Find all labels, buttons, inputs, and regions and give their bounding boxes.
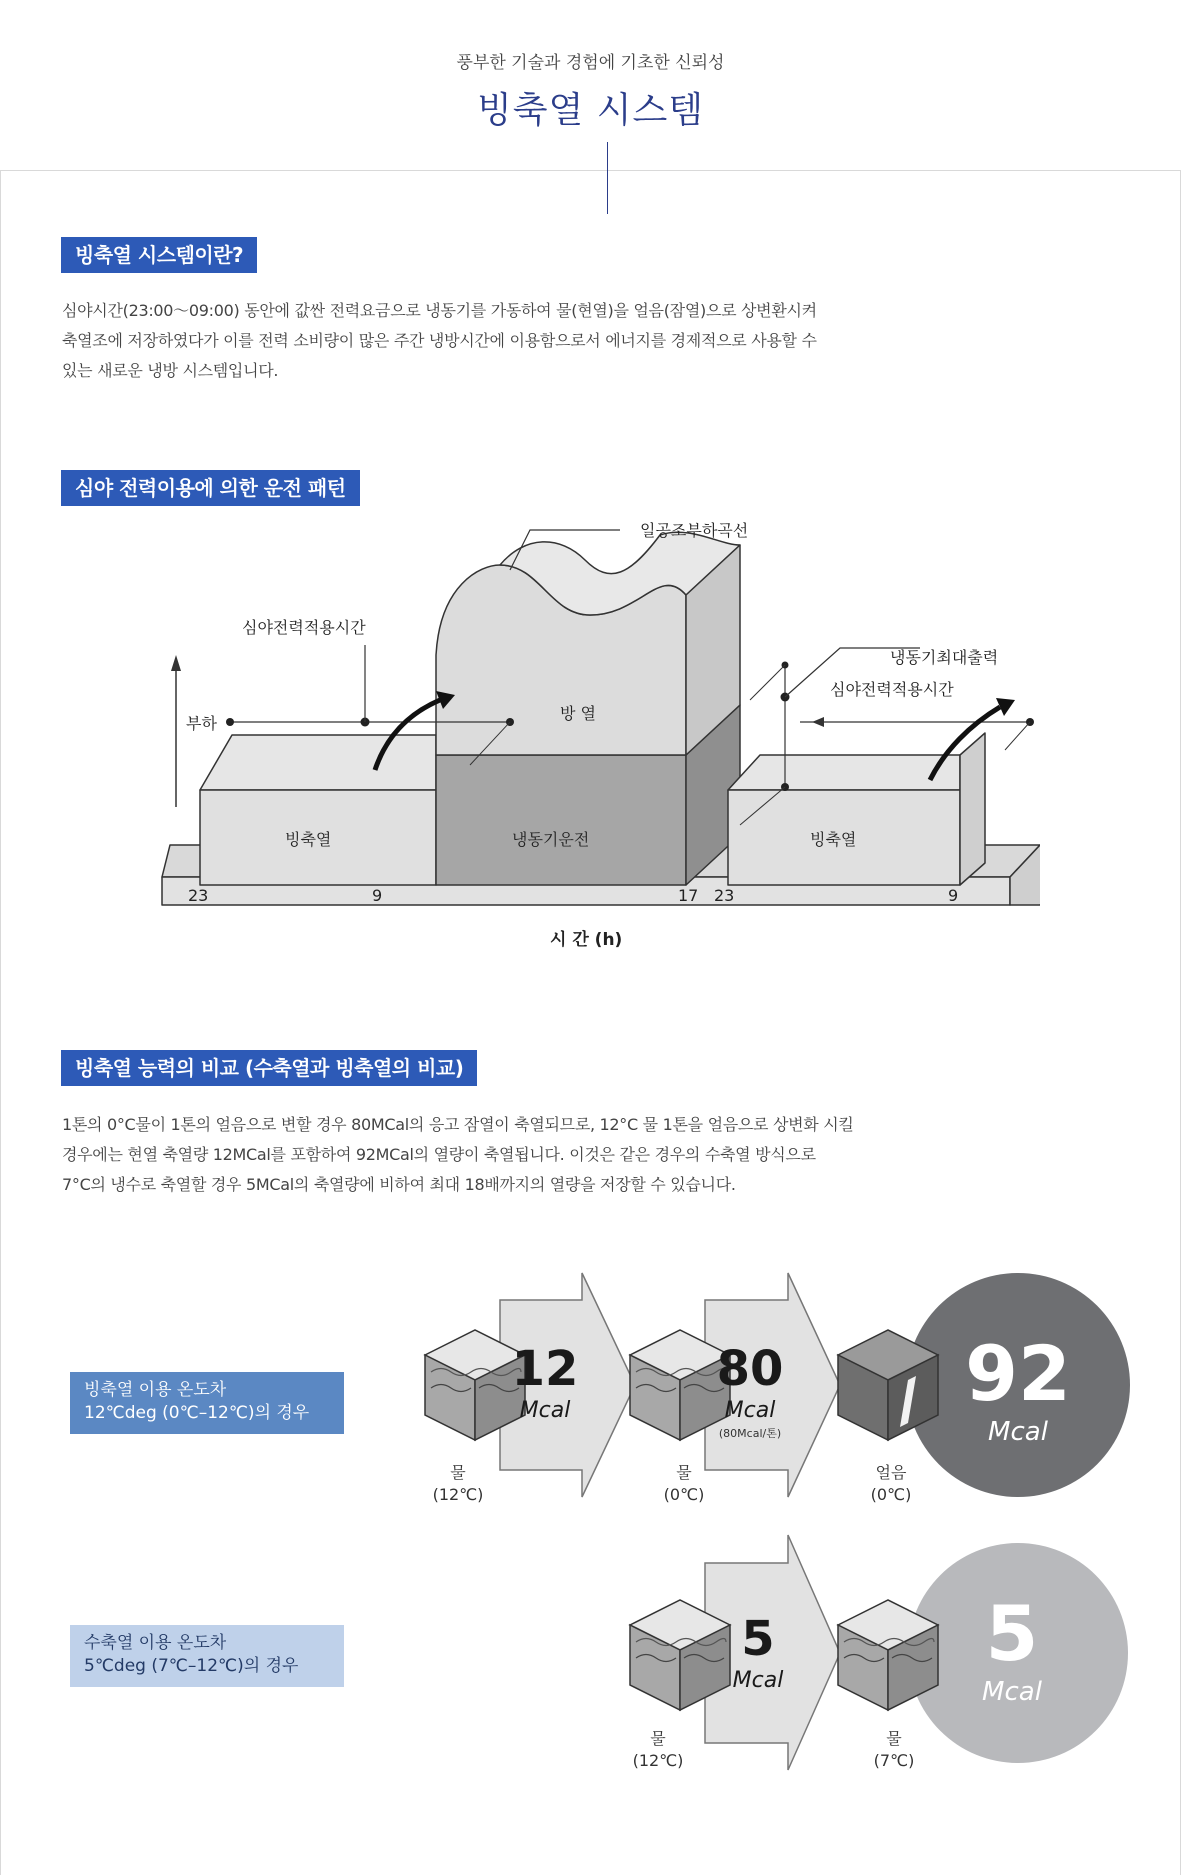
total-unit: Mcal bbox=[982, 1677, 1042, 1707]
load-axis-label: 부하 bbox=[186, 714, 217, 733]
total-value-92: 92 bbox=[965, 1329, 1071, 1418]
cube-caption-name: 물 bbox=[676, 1463, 692, 1482]
case-label-line: 5℃deg (7℃–12℃)의 경우 bbox=[84, 1656, 299, 1676]
section-capacity-body bbox=[62, 1110, 962, 1200]
load-axis-arrowhead bbox=[171, 655, 181, 671]
time-tick: 23 bbox=[714, 886, 735, 905]
section-what-is-body bbox=[62, 296, 962, 386]
body-line: 1톤의 0°C물이 1톤의 얼음으로 변할 경우 80MCal의 응고 잠열이 축열되므로, 12°C 물 1톤을 얼음으로 상변화 시킬 bbox=[62, 1115, 854, 1134]
cube-caption-temp: (0℃) bbox=[870, 1485, 912, 1504]
arrow-value-12: 12 bbox=[511, 1341, 579, 1397]
chiller-operation-label: 냉동기운전 bbox=[512, 830, 590, 849]
cube-caption-temp: (7℃) bbox=[873, 1751, 915, 1770]
body-line: 심야시간(23:00～09:00) 동안에 값싼 전력요금으로 냉동기를 가동하여 물(현열)을 얼음(잠열)으로 상변환시켜 bbox=[62, 301, 817, 320]
time-tick: 9 bbox=[948, 886, 959, 905]
case-label-line: 빙축열 이용 온도차 bbox=[84, 1380, 227, 1400]
cube-caption-temp: (12℃) bbox=[632, 1751, 684, 1770]
arrow-value-80: 80 bbox=[716, 1341, 784, 1397]
arrow-value-5: 5 bbox=[741, 1611, 775, 1667]
arrow-unit: Mcal bbox=[519, 1398, 571, 1423]
body-line: 경우에는 현열 축열량 12MCal를 포함하여 92MCal의 열량이 축열됩니다. 이것은 같은 경우의 수축열 방식으로 bbox=[62, 1145, 816, 1164]
body-line: 축열조에 저장하였다가 이를 전력 소비량이 많은 주간 냉방시간에 이용함으로서 에너지를 경제적으로 사용할 수 bbox=[62, 331, 817, 350]
arrow-note: (80Mcal/톤) bbox=[718, 1427, 782, 1440]
page-title: 빙축열 시스템 bbox=[476, 90, 705, 131]
time-axis-label: 시 간 (h) bbox=[550, 930, 623, 950]
case-label-line: 12℃deg (0℃–12℃)의 경우 bbox=[84, 1403, 310, 1423]
heat-capacity-diagram bbox=[60, 1255, 1140, 1795]
arrow-unit: Mcal bbox=[724, 1398, 776, 1423]
section-heading-operation-pattern: 심야 전력이용에 의한 운전 패턴 bbox=[61, 470, 360, 506]
cube-caption-name: 물 bbox=[450, 1463, 466, 1482]
cube-caption-name: 얼음 bbox=[875, 1463, 907, 1482]
operation-pattern-diagram bbox=[140, 505, 1040, 970]
ice-block-left-top bbox=[200, 735, 436, 790]
body-line: 7°C의 냉수로 축열할 경우 5MCal의 축열량에 비하여 최대 18배까지의 열량을 저장할 수 있습니다. bbox=[62, 1175, 736, 1194]
ice-storage-right-label: 빙축열 bbox=[810, 830, 857, 849]
cube-caption-name: 물 bbox=[650, 1729, 666, 1748]
section-heading-what-is: 빙축열 시스템이란? bbox=[61, 237, 257, 273]
time-tick: 23 bbox=[188, 886, 209, 905]
cube-caption-temp: (0℃) bbox=[663, 1485, 705, 1504]
radiation-label: 방 열 bbox=[560, 704, 596, 723]
load-curve-label: 일공조부하곡선 bbox=[640, 521, 749, 540]
body-line: 있는 새로운 냉방 시스템입니다. bbox=[62, 361, 279, 380]
ice-block-right-side bbox=[960, 733, 985, 885]
cube-caption-temp: (12℃) bbox=[432, 1485, 484, 1504]
chiller-block-front bbox=[436, 755, 686, 885]
case-label-line: 수축열 이용 온도차 bbox=[84, 1633, 227, 1653]
time-tick: 17 bbox=[678, 886, 699, 905]
time-tick: 9 bbox=[372, 886, 383, 905]
ice-block-right-top bbox=[728, 755, 960, 790]
ice-storage-left-label: 빙축열 bbox=[285, 830, 332, 849]
title-divider-line bbox=[607, 142, 608, 214]
page-subtitle: 풍부한 기술과 경험에 기초한 신뢰성 bbox=[456, 53, 725, 73]
arrow-unit: Mcal bbox=[732, 1668, 784, 1693]
total-value-5: 5 bbox=[985, 1589, 1039, 1678]
max-output-label: 냉동기최대출력 bbox=[890, 648, 999, 667]
night-time-left-label: 심야전력적용시간 bbox=[242, 618, 366, 637]
section-heading-capacity-comparison: 빙축열 능력의 비교 (수축열과 빙축열의 비교) bbox=[61, 1050, 477, 1086]
cube-caption-name: 물 bbox=[886, 1729, 902, 1748]
total-unit: Mcal bbox=[988, 1417, 1048, 1447]
night-time-right-label: 심야전력적용시간 bbox=[830, 680, 954, 699]
